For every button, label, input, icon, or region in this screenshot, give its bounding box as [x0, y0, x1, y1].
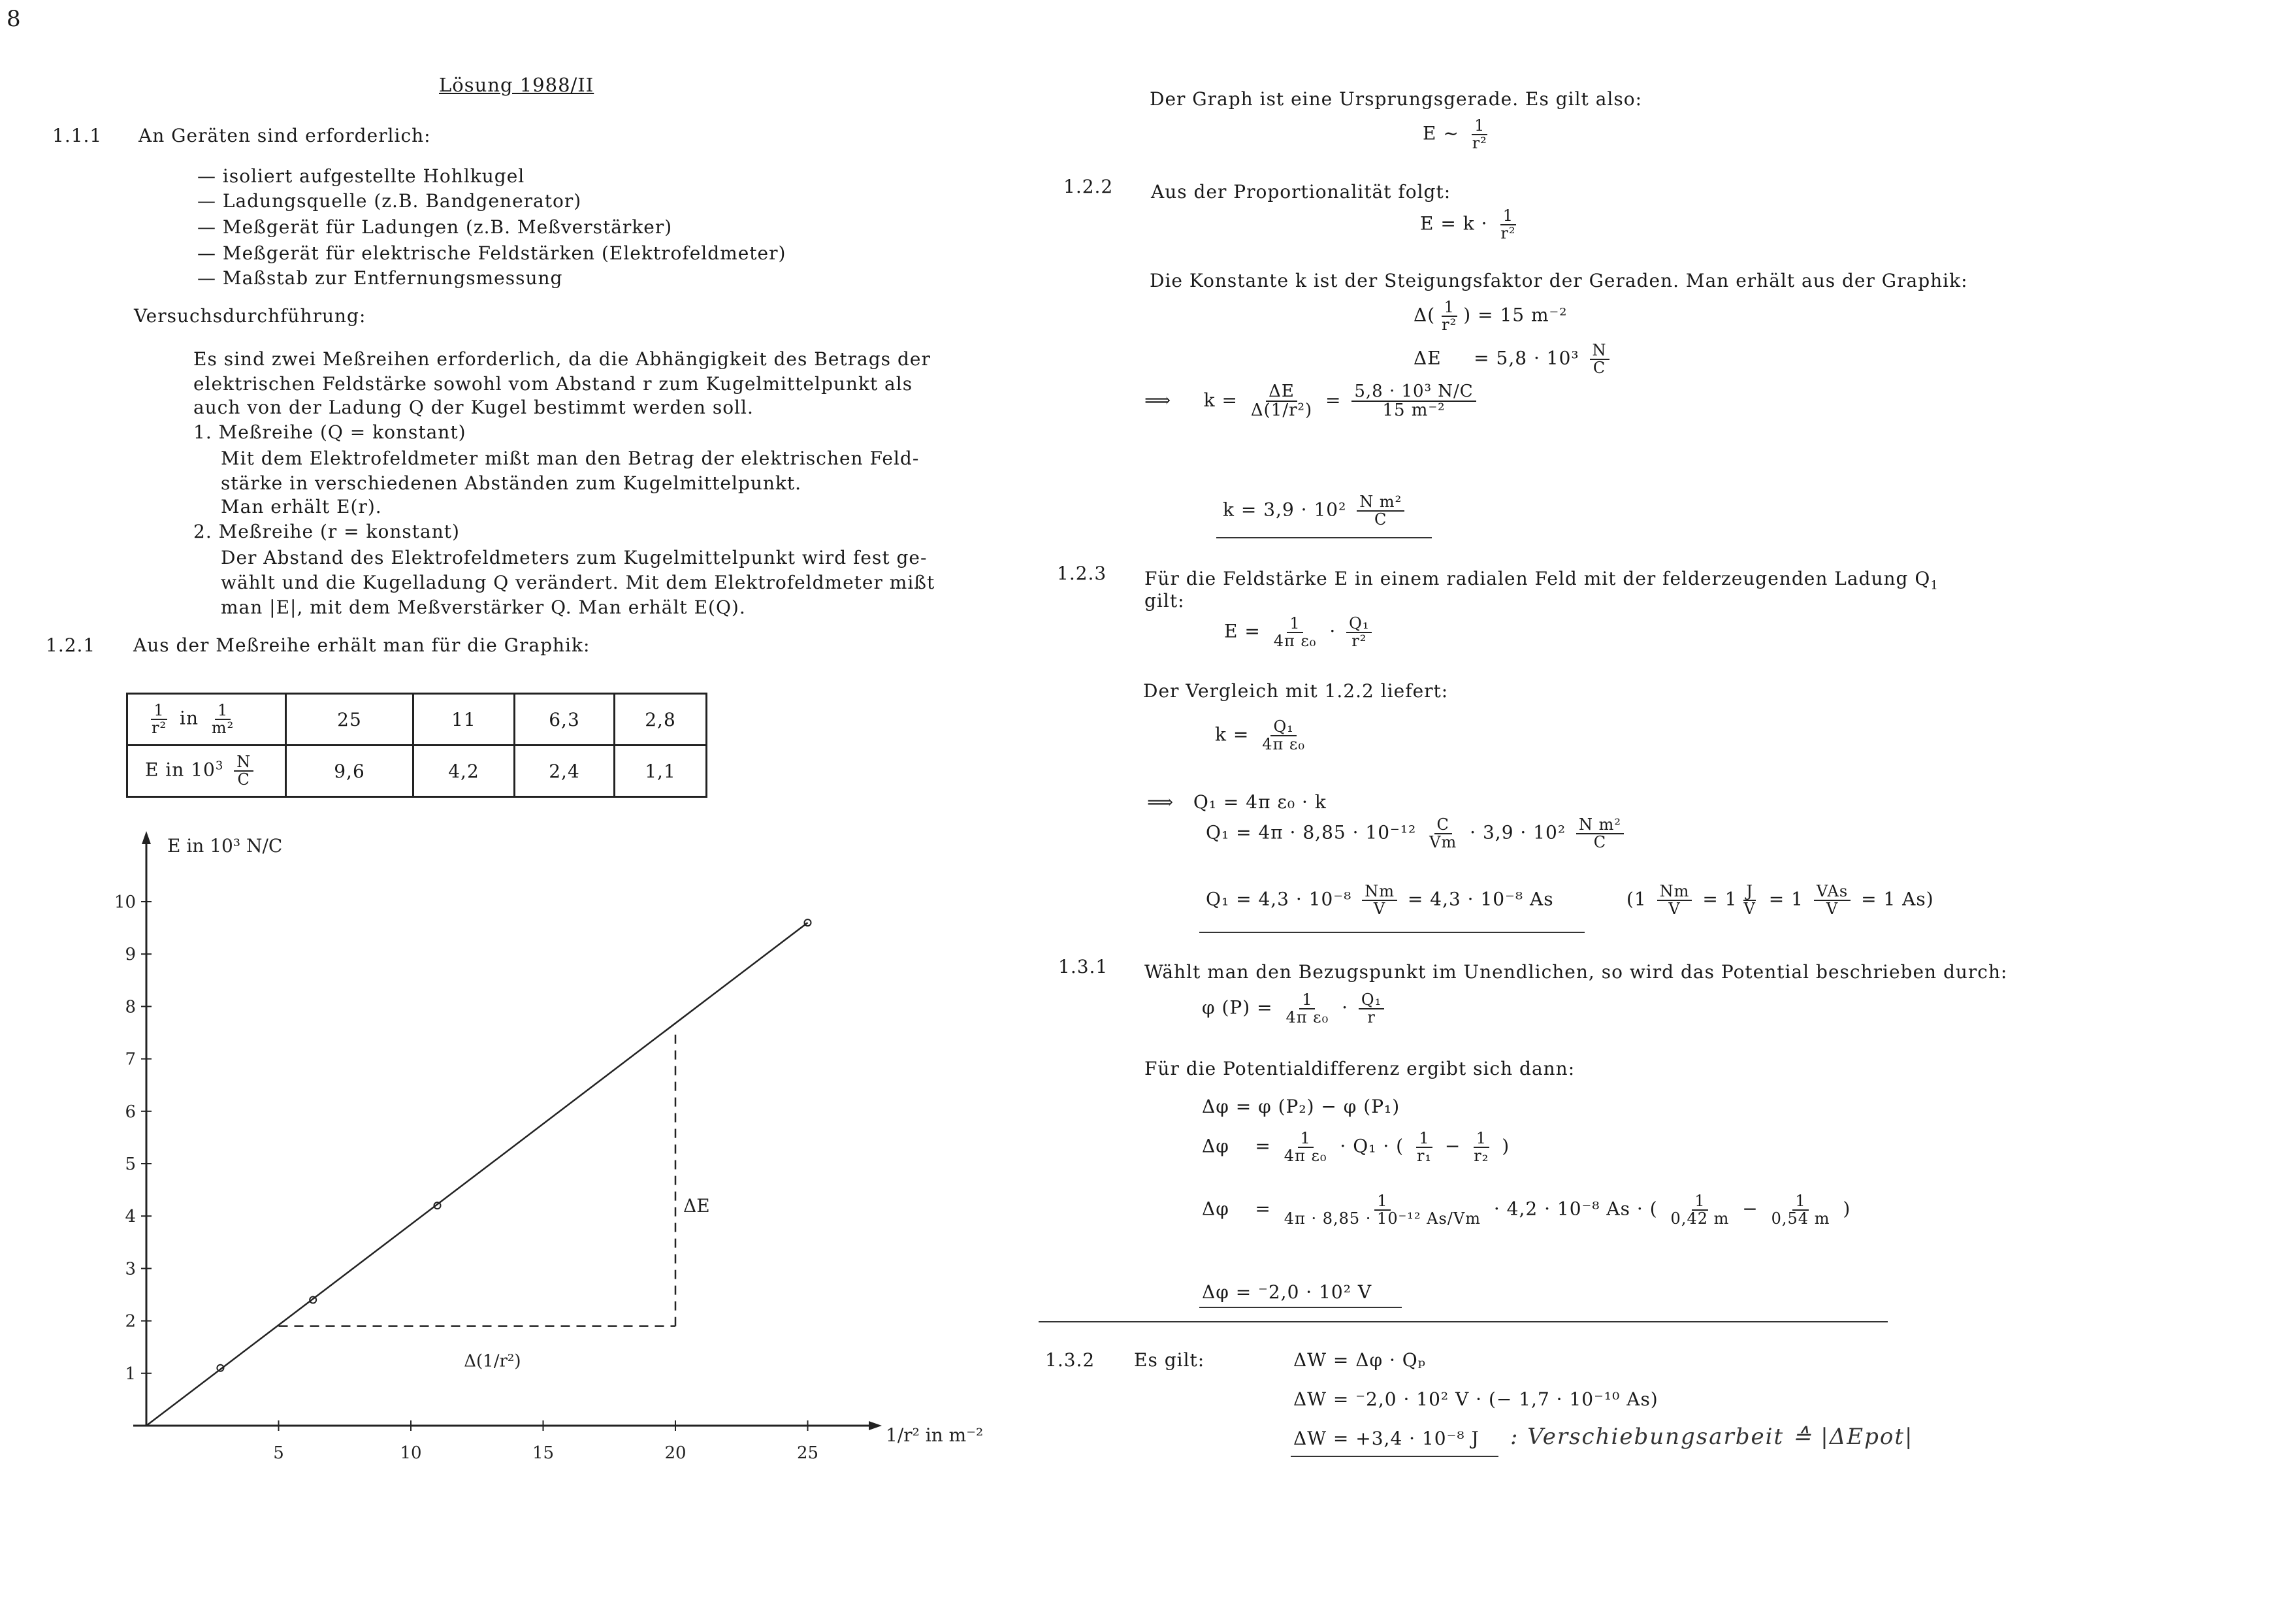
work-line-1: ΔW = Δφ · Qₚ [1293, 1349, 1426, 1371]
potential-difference-heading: Für die Potentialdifferenz ergibt sich dann: [1144, 1058, 1576, 1079]
delta-e-label: ΔE [683, 1195, 710, 1217]
section-heading-graph: Aus der Meßreihe erhält man für die Graphik: [133, 634, 590, 656]
work-line-2: ΔW = ⁻2,0 · 10² V · (− 1,7 · 10⁻¹⁰ As) [1293, 1388, 1658, 1410]
y-axis-label: E in 10³ N/C [167, 835, 283, 857]
data-point [805, 919, 811, 926]
x-axis-arrow [869, 1421, 882, 1430]
series1-heading: 1. Meßreihe (Q = konstant) [193, 421, 466, 443]
device-item: — Meßgerät für Ladungen (z.B. Meßverstärker) [197, 216, 673, 238]
table-cell: 2,8 [615, 694, 707, 746]
k-result-underline [1216, 537, 1432, 538]
radial-field-text: Für die Feldstärke E in einem radialen Feld mit der felderzeugenden Ladung Q [1144, 568, 1931, 589]
k-derivation: ⟹ k = $\frac{\Delta E}{\text{Δ(1/r²)}}$ = $\frac{\text{5,8 · 10³ N/C}}{\text{15 m⁻²}}$ [1144, 383, 1480, 420]
row-label-inverse-r-squared: $\frac{1}{\text{r²}}$ in $\frac{1}{\text{m²}}$ [127, 694, 286, 746]
device-item: — isoliert aufgestellte Hohlkugel [197, 165, 525, 187]
q1-line-2-a: Q₁ = 4π · 8,85 · 10⁻¹² [1206, 821, 1417, 844]
x-tick-label: 10 [400, 1443, 422, 1463]
section-number-1-3-2: 1.3.2 [1045, 1349, 1095, 1371]
x-tick-label: 25 [796, 1443, 819, 1463]
radial-field-formula: E = $\frac{1}{\text{4π ε₀}}$ · $\frac{\text{Q₁}}{\text{r²}}$ [1224, 615, 1376, 649]
label-e: E in 10 [145, 759, 216, 781]
measurement-table [126, 693, 707, 798]
device-item: — Meßgerät für elektrische Feldstärken (Elektrofeldmeter) [197, 242, 786, 264]
y-tick-label: 9 [125, 945, 136, 965]
y-axis-arrow [142, 831, 151, 844]
table-cell: 4,2 [413, 746, 515, 797]
section-heading-work: Es gilt: [1134, 1349, 1205, 1371]
y-tick-label: 2 [125, 1311, 136, 1332]
comparison-text: Der Vergleich mit 1.2.2 liefert: [1143, 680, 1449, 702]
work-result-underline [1291, 1456, 1498, 1457]
series2-line: Der Abstand des Elektrofeldmeters zum Kugelmittelpunkt wird fest ge- [221, 547, 928, 568]
field-strength-graph [114, 830, 1006, 1477]
table-cell: 1,1 [615, 746, 707, 797]
procedure-heading: Versuchsdurchführung: [134, 305, 366, 327]
graph-statement: Der Graph ist eine Ursprungsgerade. Es gilt also: [1150, 88, 1643, 110]
q1-line-2-b: · 3,9 · 10² [1470, 821, 1566, 844]
k-result-value: k = 3,9 · 10² [1223, 499, 1347, 521]
section-number-1-2-2: 1.2.2 [1063, 176, 1114, 197]
dphi-line-2: Δφ = $\frac{1}{\text{4π ε₀}}$ · Q₁ · ( $\frac{1}{\text{r₁}}$ − $\frac{1}{\text{r₂}}$ ) [1202, 1129, 1510, 1166]
y-tick-label: 3 [125, 1259, 136, 1279]
delta-e-line: ΔE = 5,8 · 10³ $\frac{N}{C}$ [1414, 342, 1613, 376]
q1-line-2: Q₁ = 4π · 8,85 · 10⁻¹² $\frac{C}{Vm}$ · 3,9 · 10² $\frac{\text{N m²}}{C}$ [1206, 817, 1628, 851]
y-tick-label: 4 [125, 1207, 136, 1227]
section-heading-proportionality: Aus der Proportionalität folgt: [1151, 181, 1451, 203]
x-tick-label: 5 [273, 1443, 284, 1463]
x-axis-label: 1/r² in m⁻² [886, 1424, 984, 1446]
series2-heading: 2. Meßreihe (r = konstant) [193, 521, 460, 542]
section-heading-devices: An Geräten sind erforderlich: [138, 125, 431, 146]
unit-note-open: (1 [1626, 888, 1647, 910]
delta-e-value: = 5,8 · 10³ [1474, 347, 1579, 369]
fit-line [146, 923, 808, 1426]
device-item: — Maßstab zur Entfernungsmessung [197, 267, 563, 289]
section-divider [1039, 1321, 1888, 1322]
section-number-1-3-1: 1.3.1 [1058, 956, 1108, 977]
q1-line-1: ⟹ Q₁ = 4π ε₀ · k [1147, 791, 1327, 813]
delta-x-line: Δ( $\frac{1}{\text{r²}}$ ) = 15 m⁻² [1414, 298, 1568, 335]
corner-mark: 8 [7, 6, 22, 32]
y-tick-label: 1 [125, 1364, 136, 1384]
section-number-1-2-3: 1.2.3 [1057, 563, 1107, 584]
x-tick-label: 15 [532, 1443, 555, 1463]
table-row [127, 694, 707, 746]
potential-formula: φ (P) = $\frac{1}{\text{4π ε₀}}$ · $\frac{\text{Q₁}}{r}$ [1202, 992, 1388, 1026]
section-number-1-1-1: 1.1.1 [52, 125, 103, 146]
series2-line: man |E|, mit dem Meßverstärker Q. Man erhält E(Q). [221, 597, 746, 618]
handwritten-note: : Verschiebungsarbeit ≙ |ΔEpot| [1510, 1424, 1914, 1450]
unit-note: (1 $\frac{Nm}{V}$ = 1 $\frac{J}{V}$ = 1 $\frac{\text{VAs}}{V}$ = 1 As) [1626, 882, 1934, 919]
y-tick-label: 8 [125, 997, 136, 1017]
k-q-relation: k = $\frac{\text{Q₁}}{\text{4π ε₀}}$ [1215, 717, 1305, 754]
series1-line: Man erhält E(r). [221, 496, 382, 517]
device-item: — Ladungsquelle (z.B. Bandgenerator) [197, 190, 582, 212]
procedure-line: auch von der Ladung Q der Kugel bestimmt werden soll. [193, 397, 754, 418]
q1-result: Q₁ = 4,3 · 10⁻⁸ $\frac{Nm}{V}$ = 4,3 · 10⁻⁸ As [1206, 882, 1554, 919]
procedure-line: elektrischen Feldstärke sowohl vom Abstand r zum Kugelmittelpunkt als [193, 373, 913, 395]
y-tick-label: 5 [125, 1155, 136, 1174]
y-tick-label: 7 [125, 1049, 136, 1070]
table-cell: 2,4 [515, 746, 615, 797]
slope-text: Die Konstante k ist der Steigungsfaktor der Geraden. Man erhält aus der Graphik: [1150, 270, 1968, 291]
delta-x-label: Δ(1/r²) [464, 1351, 521, 1371]
dphi-result: Δφ = ⁻2,0 · 10² V [1202, 1281, 1372, 1303]
x-tick-label: 20 [664, 1443, 687, 1463]
table-row [127, 746, 707, 797]
k-result: k = 3,9 · 10² $\frac{\text{N m²}}{C}$ [1223, 494, 1408, 528]
q1-result-value: Q₁ = 4,3 · 10⁻⁸ [1206, 888, 1352, 910]
q1-result-underline [1199, 932, 1585, 933]
section-heading-radial-field: Für die Feldstärke E in einem radialen Feld mit der felderzeugenden Ladung $Q_1$ [1144, 568, 1939, 593]
dphi-result-underline [1199, 1307, 1402, 1308]
dphi-line-3: Δφ = $\frac{1}{\text{4π · 8,85 · 10⁻¹² As/Vm}}$ · 4,2 · 10⁻⁸ As · ( $\frac{1}{0,42 m}$ − $\frac{1}{0,54 m}$ ) [1202, 1192, 1851, 1228]
section-heading-potential: Wählt man den Bezugspunkt im Unendlichen, so wird das Potential beschrieben durch: [1144, 961, 2008, 983]
delta-x-value: = 15 m⁻² [1478, 304, 1568, 326]
table-cell: 6,3 [515, 694, 615, 746]
work-line-3: ΔW = +3,4 · 10⁻⁸ J [1293, 1428, 1479, 1449]
page-title: Lösung 1988/II [439, 74, 594, 96]
q1-result-as: = 4,3 · 10⁻⁸ As [1407, 888, 1554, 910]
table-cell: 25 [286, 694, 413, 746]
section-number-1-2-1: 1.2.1 [46, 634, 96, 656]
dphi-line-1: Δφ = φ (P₂) − φ (P₁) [1202, 1096, 1400, 1117]
proportionality-formula: E ~ $\frac{1}{\text{r²}}$ [1423, 116, 1487, 153]
label-in: in [180, 707, 199, 729]
table-cell: 9,6 [286, 746, 413, 797]
q1-line-1-value: Q₁ = 4π ε₀ · k [1193, 791, 1327, 813]
radial-field-tail: gilt: [1144, 590, 1185, 612]
series1-line: stärke in verschiedenen Abständen zum Kugelmittelpunkt. [221, 472, 802, 494]
series1-line: Mit dem Elektrofeldmeter mißt man den Betrag der elektrischen Feld- [221, 448, 920, 469]
table-cell: 11 [413, 694, 515, 746]
y-tick-label: 10 [114, 893, 136, 912]
series2-line: wählt und die Kugelladung Q verändert. Mit dem Elektrofeldmeter mißt [221, 572, 935, 593]
procedure-line: Es sind zwei Meßreihen erforderlich, da die Abhängigkeit des Betrags der [193, 348, 931, 370]
e-k-formula: E = k · $\frac{1}{\text{r²}}$ [1420, 206, 1516, 243]
row-label-field-strength: E in $10^3$ $\frac{N}{C}$ [127, 746, 286, 797]
y-tick-label: 6 [125, 1102, 136, 1122]
